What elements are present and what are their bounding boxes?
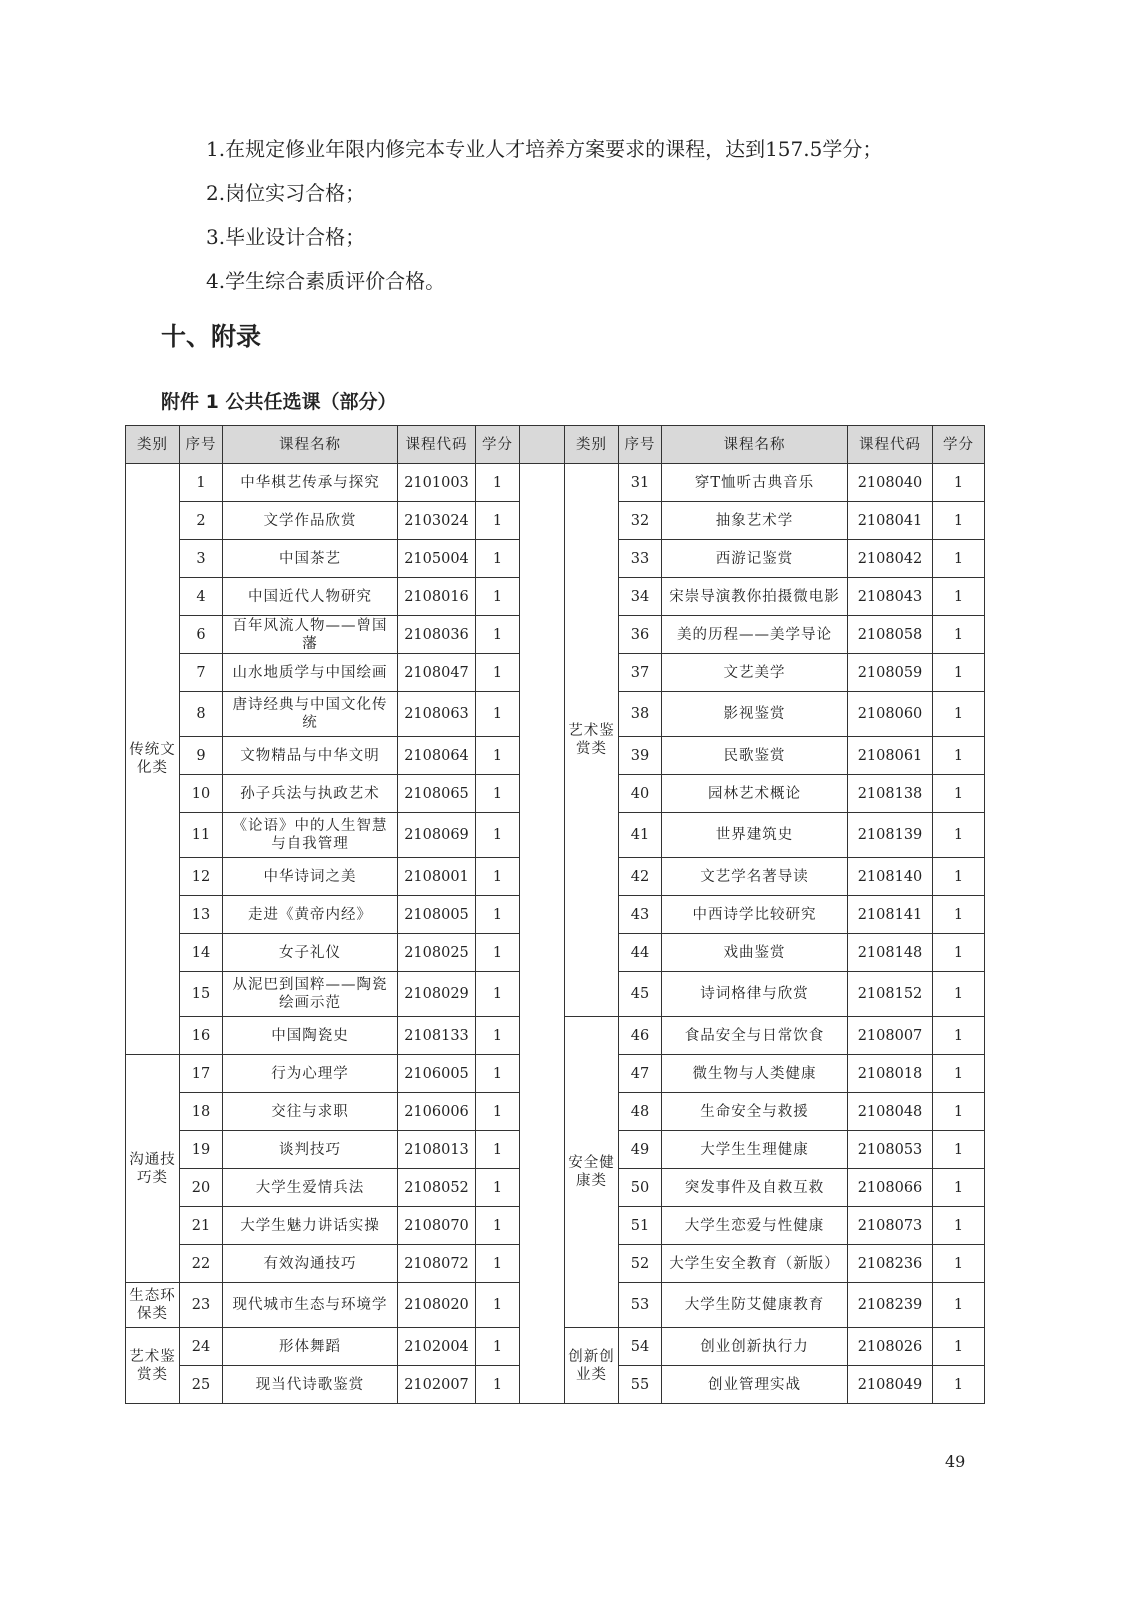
left-row-name: 中华棋艺传承与探究: [223, 464, 398, 502]
right-row-seq: 51: [619, 1207, 662, 1245]
right-row-name: 民歌鉴赏: [662, 737, 848, 775]
right-row-seq: 31: [619, 464, 662, 502]
header-credit: 学分: [933, 426, 985, 464]
left-row-seq: 17: [180, 1055, 223, 1093]
left-row-name: 百年风流人物——曾国藩: [223, 616, 398, 654]
left-row-seq: 20: [180, 1169, 223, 1207]
left-row-name: 文学作品欣赏: [223, 502, 398, 540]
category-cell: 创新创业类: [565, 1328, 619, 1404]
attachment-title: 附件 1 公共任选课（部分）: [161, 391, 397, 413]
right-row-seq: 52: [619, 1245, 662, 1283]
left-row-code: 2108072: [398, 1245, 476, 1283]
left-row-credit: 1: [476, 1283, 520, 1328]
right-row-name: 大学生安全教育（新版）: [662, 1245, 848, 1283]
left-row-seq: 1: [180, 464, 223, 502]
right-row-code: 2108018: [848, 1055, 933, 1093]
requirement-item: 4.学生综合素质评价合格。: [206, 269, 446, 293]
right-row-credit: 1: [933, 813, 985, 858]
right-row-code: 2108041: [848, 502, 933, 540]
left-row-credit: 1: [476, 1055, 520, 1093]
right-row-seq: 47: [619, 1055, 662, 1093]
right-row-credit: 1: [933, 654, 985, 692]
left-row-code: 2102004: [398, 1328, 476, 1366]
left-row-name: 中国近代人物研究: [223, 578, 398, 616]
right-row-name: 影视鉴赏: [662, 692, 848, 737]
left-row-name: 现代城市生态与环境学: [223, 1283, 398, 1328]
right-row-credit: 1: [933, 1207, 985, 1245]
right-row-code: 2108141: [848, 896, 933, 934]
left-row-credit: 1: [476, 775, 520, 813]
right-row-seq: 32: [619, 502, 662, 540]
right-row-seq: 36: [619, 616, 662, 654]
right-row-name: 创业管理实战: [662, 1366, 848, 1404]
left-row-credit: 1: [476, 1245, 520, 1283]
requirement-item: 3.毕业设计合格；: [206, 225, 366, 249]
left-row-seq: 21: [180, 1207, 223, 1245]
right-row-credit: 1: [933, 464, 985, 502]
header-credit: 学分: [476, 426, 520, 464]
right-row-name: 大学生防艾健康教育: [662, 1283, 848, 1328]
right-row-credit: 1: [933, 692, 985, 737]
left-row-credit: 1: [476, 1131, 520, 1169]
right-row-seq: 33: [619, 540, 662, 578]
right-row-seq: 50: [619, 1169, 662, 1207]
right-row-seq: 43: [619, 896, 662, 934]
right-row-name: 西游记鉴赏: [662, 540, 848, 578]
left-row-name: 大学生爱情兵法: [223, 1169, 398, 1207]
left-row-credit: 1: [476, 858, 520, 896]
left-row-name: 有效沟通技巧: [223, 1245, 398, 1283]
right-row-seq: 44: [619, 934, 662, 972]
left-row-seq: 11: [180, 813, 223, 858]
right-row-name: 抽象艺术学: [662, 502, 848, 540]
left-row-code: 2106005: [398, 1055, 476, 1093]
right-row-credit: 1: [933, 858, 985, 896]
left-row-name: 中国茶艺: [223, 540, 398, 578]
right-row-name: 戏曲鉴赏: [662, 934, 848, 972]
right-row-code: 2108061: [848, 737, 933, 775]
left-row-code: 2108013: [398, 1131, 476, 1169]
right-row-credit: 1: [933, 1283, 985, 1328]
header-course-code: 课程代码: [398, 426, 476, 464]
right-row-code: 2108073: [848, 1207, 933, 1245]
left-row-name: 中国陶瓷史: [223, 1017, 398, 1055]
right-row-name: 穿T恤听古典音乐: [662, 464, 848, 502]
left-row-name: 走进《黄帝内经》: [223, 896, 398, 934]
left-row-credit: 1: [476, 896, 520, 934]
right-row-code: 2108138: [848, 775, 933, 813]
right-row-seq: 54: [619, 1328, 662, 1366]
right-row-code: 2108148: [848, 934, 933, 972]
left-row-code: 2108005: [398, 896, 476, 934]
left-row-credit: 1: [476, 1328, 520, 1366]
right-row-seq: 37: [619, 654, 662, 692]
right-row-seq: 41: [619, 813, 662, 858]
right-row-code: 2108048: [848, 1093, 933, 1131]
left-row-credit: 1: [476, 1366, 520, 1404]
right-row-code: 2108053: [848, 1131, 933, 1169]
right-row-name: 美的历程——美学导论: [662, 616, 848, 654]
header-category: 类别: [565, 426, 619, 464]
right-row-code: 2108026: [848, 1328, 933, 1366]
left-row-code: 2108052: [398, 1169, 476, 1207]
left-row-credit: 1: [476, 1017, 520, 1055]
right-row-credit: 1: [933, 1093, 985, 1131]
header-seq: 序号: [180, 426, 223, 464]
left-row-code: 2108069: [398, 813, 476, 858]
left-row-credit: 1: [476, 654, 520, 692]
left-row-credit: 1: [476, 972, 520, 1017]
left-row-credit: 1: [476, 540, 520, 578]
right-row-code: 2108060: [848, 692, 933, 737]
left-row-code: 2108036: [398, 616, 476, 654]
right-row-credit: 1: [933, 1017, 985, 1055]
left-row-code: 2108133: [398, 1017, 476, 1055]
right-row-credit: 1: [933, 1366, 985, 1404]
right-row-credit: 1: [933, 737, 985, 775]
right-row-credit: 1: [933, 1131, 985, 1169]
left-row-name: 《论语》中的人生智慧与自我管理: [223, 813, 398, 858]
left-row-credit: 1: [476, 813, 520, 858]
right-row-code: 2108066: [848, 1169, 933, 1207]
category-cell: 沟通技巧类: [126, 1055, 180, 1283]
left-row-code: 2102007: [398, 1366, 476, 1404]
right-row-name: 食品安全与日常饮食: [662, 1017, 848, 1055]
left-row-name: 行为心理学: [223, 1055, 398, 1093]
left-row-code: 2108020: [398, 1283, 476, 1328]
right-row-seq: 38: [619, 692, 662, 737]
left-row-code: 2101003: [398, 464, 476, 502]
left-row-seq: 10: [180, 775, 223, 813]
category-cell: 生态环保类: [126, 1283, 180, 1328]
right-row-name: 世界建筑史: [662, 813, 848, 858]
left-row-credit: 1: [476, 578, 520, 616]
right-row-seq: 39: [619, 737, 662, 775]
left-row-seq: 12: [180, 858, 223, 896]
page-number: 49: [945, 1452, 966, 1471]
right-row-credit: 1: [933, 502, 985, 540]
right-row-credit: 1: [933, 1245, 985, 1283]
left-row-code: 2108063: [398, 692, 476, 737]
header-course-code: 课程代码: [848, 426, 933, 464]
left-row-seq: 3: [180, 540, 223, 578]
course-table-body: [126, 464, 985, 1404]
left-row-code: 2103024: [398, 502, 476, 540]
section-title: 十、附录: [161, 322, 262, 351]
left-row-credit: 1: [476, 692, 520, 737]
right-row-credit: 1: [933, 896, 985, 934]
left-row-seq: 7: [180, 654, 223, 692]
right-row-name: 诗词格律与欣赏: [662, 972, 848, 1017]
left-row-code: 2108065: [398, 775, 476, 813]
category-cell: 艺术鉴赏类: [565, 464, 619, 1017]
left-row-seq: 9: [180, 737, 223, 775]
right-row-seq: 49: [619, 1131, 662, 1169]
left-row-seq: 13: [180, 896, 223, 934]
right-row-name: 大学生恋爱与性健康: [662, 1207, 848, 1245]
right-row-code: 2108040: [848, 464, 933, 502]
right-row-name: 文艺美学: [662, 654, 848, 692]
right-row-code: 2108007: [848, 1017, 933, 1055]
left-row-seq: 15: [180, 972, 223, 1017]
right-row-credit: 1: [933, 934, 985, 972]
left-row-credit: 1: [476, 1093, 520, 1131]
right-row-seq: 40: [619, 775, 662, 813]
right-row-code: 2108152: [848, 972, 933, 1017]
left-row-name: 山水地质学与中国绘画: [223, 654, 398, 692]
left-row-seq: 2: [180, 502, 223, 540]
left-row-name: 大学生魅力讲话实操: [223, 1207, 398, 1245]
right-row-code: 2108043: [848, 578, 933, 616]
left-row-credit: 1: [476, 934, 520, 972]
requirement-item: 2.岗位实习合格；: [206, 181, 366, 205]
right-row-credit: 1: [933, 578, 985, 616]
header-gap: [520, 426, 565, 464]
left-row-seq: 4: [180, 578, 223, 616]
right-row-code: 2108049: [848, 1366, 933, 1404]
left-row-name: 中华诗词之美: [223, 858, 398, 896]
left-row-name: 从泥巴到国粹——陶瓷绘画示范: [223, 972, 398, 1017]
left-row-seq: 19: [180, 1131, 223, 1169]
right-row-credit: 1: [933, 972, 985, 1017]
left-row-name: 文物精品与中华文明: [223, 737, 398, 775]
left-row-name: 谈判技巧: [223, 1131, 398, 1169]
left-row-credit: 1: [476, 1207, 520, 1245]
left-row-name: 形体舞蹈: [223, 1328, 398, 1366]
left-row-credit: 1: [476, 737, 520, 775]
left-row-credit: 1: [476, 616, 520, 654]
right-row-name: 文艺学名著导读: [662, 858, 848, 896]
right-row-code: 2108058: [848, 616, 933, 654]
left-row-seq: 22: [180, 1245, 223, 1283]
left-row-code: 2108029: [398, 972, 476, 1017]
left-row-seq: 16: [180, 1017, 223, 1055]
right-row-name: 大学生生理健康: [662, 1131, 848, 1169]
left-row-name: 现当代诗歌鉴赏: [223, 1366, 398, 1404]
left-row-seq: 18: [180, 1093, 223, 1131]
left-row-name: 孙子兵法与执政艺术: [223, 775, 398, 813]
right-row-seq: 55: [619, 1366, 662, 1404]
right-row-code: 2108239: [848, 1283, 933, 1328]
right-row-seq: 48: [619, 1093, 662, 1131]
right-row-seq: 46: [619, 1017, 662, 1055]
course-table: [125, 425, 985, 1404]
right-row-name: 突发事件及自救互救: [662, 1169, 848, 1207]
header-course-name: 课程名称: [223, 426, 398, 464]
right-row-name: 宋崇导演教你拍摄微电影: [662, 578, 848, 616]
right-row-credit: 1: [933, 775, 985, 813]
left-row-seq: 25: [180, 1366, 223, 1404]
left-row-seq: 8: [180, 692, 223, 737]
left-row-code: 2108047: [398, 654, 476, 692]
right-row-credit: 1: [933, 540, 985, 578]
right-row-name: 创业创新执行力: [662, 1328, 848, 1366]
category-cell: 传统文化类: [126, 464, 180, 1055]
left-row-seq: 24: [180, 1328, 223, 1366]
right-row-seq: 42: [619, 858, 662, 896]
left-row-seq: 6: [180, 616, 223, 654]
left-row-seq: 23: [180, 1283, 223, 1328]
right-row-code: 2108236: [848, 1245, 933, 1283]
category-cell: 艺术鉴赏类: [126, 1328, 180, 1404]
left-row-seq: 14: [180, 934, 223, 972]
right-row-name: 微生物与人类健康: [662, 1055, 848, 1093]
right-row-code: 2108059: [848, 654, 933, 692]
left-row-credit: 1: [476, 1169, 520, 1207]
header-seq: 序号: [619, 426, 662, 464]
table-gap-column: [520, 464, 565, 1404]
left-row-credit: 1: [476, 502, 520, 540]
header-course-name: 课程名称: [662, 426, 848, 464]
requirement-item: 1.在规定修业年限内修完本专业人才培养方案要求的课程，达到157.5学分；: [206, 137, 883, 161]
left-row-code: 2108025: [398, 934, 476, 972]
left-row-code: 2108016: [398, 578, 476, 616]
category-cell: 安全健康类: [565, 1017, 619, 1328]
left-row-name: 女子礼仪: [223, 934, 398, 972]
right-row-code: 2108140: [848, 858, 933, 896]
left-row-code: 2108001: [398, 858, 476, 896]
right-row-credit: 1: [933, 1055, 985, 1093]
table-row: [126, 464, 985, 502]
right-row-name: 园林艺术概论: [662, 775, 848, 813]
left-row-credit: 1: [476, 464, 520, 502]
header-category: 类别: [126, 426, 180, 464]
left-row-name: 唐诗经典与中国文化传统: [223, 692, 398, 737]
right-row-name: 中西诗学比较研究: [662, 896, 848, 934]
right-row-seq: 45: [619, 972, 662, 1017]
right-row-code: 2108042: [848, 540, 933, 578]
right-row-name: 生命安全与救援: [662, 1093, 848, 1131]
right-row-credit: 1: [933, 1169, 985, 1207]
table-header-row: [126, 426, 985, 464]
right-row-code: 2108139: [848, 813, 933, 858]
right-row-seq: 34: [619, 578, 662, 616]
left-row-code: 2106006: [398, 1093, 476, 1131]
left-row-code: 2108070: [398, 1207, 476, 1245]
left-row-code: 2108064: [398, 737, 476, 775]
right-row-seq: 53: [619, 1283, 662, 1328]
left-row-code: 2105004: [398, 540, 476, 578]
left-row-name: 交往与求职: [223, 1093, 398, 1131]
right-row-credit: 1: [933, 1328, 985, 1366]
right-row-credit: 1: [933, 616, 985, 654]
